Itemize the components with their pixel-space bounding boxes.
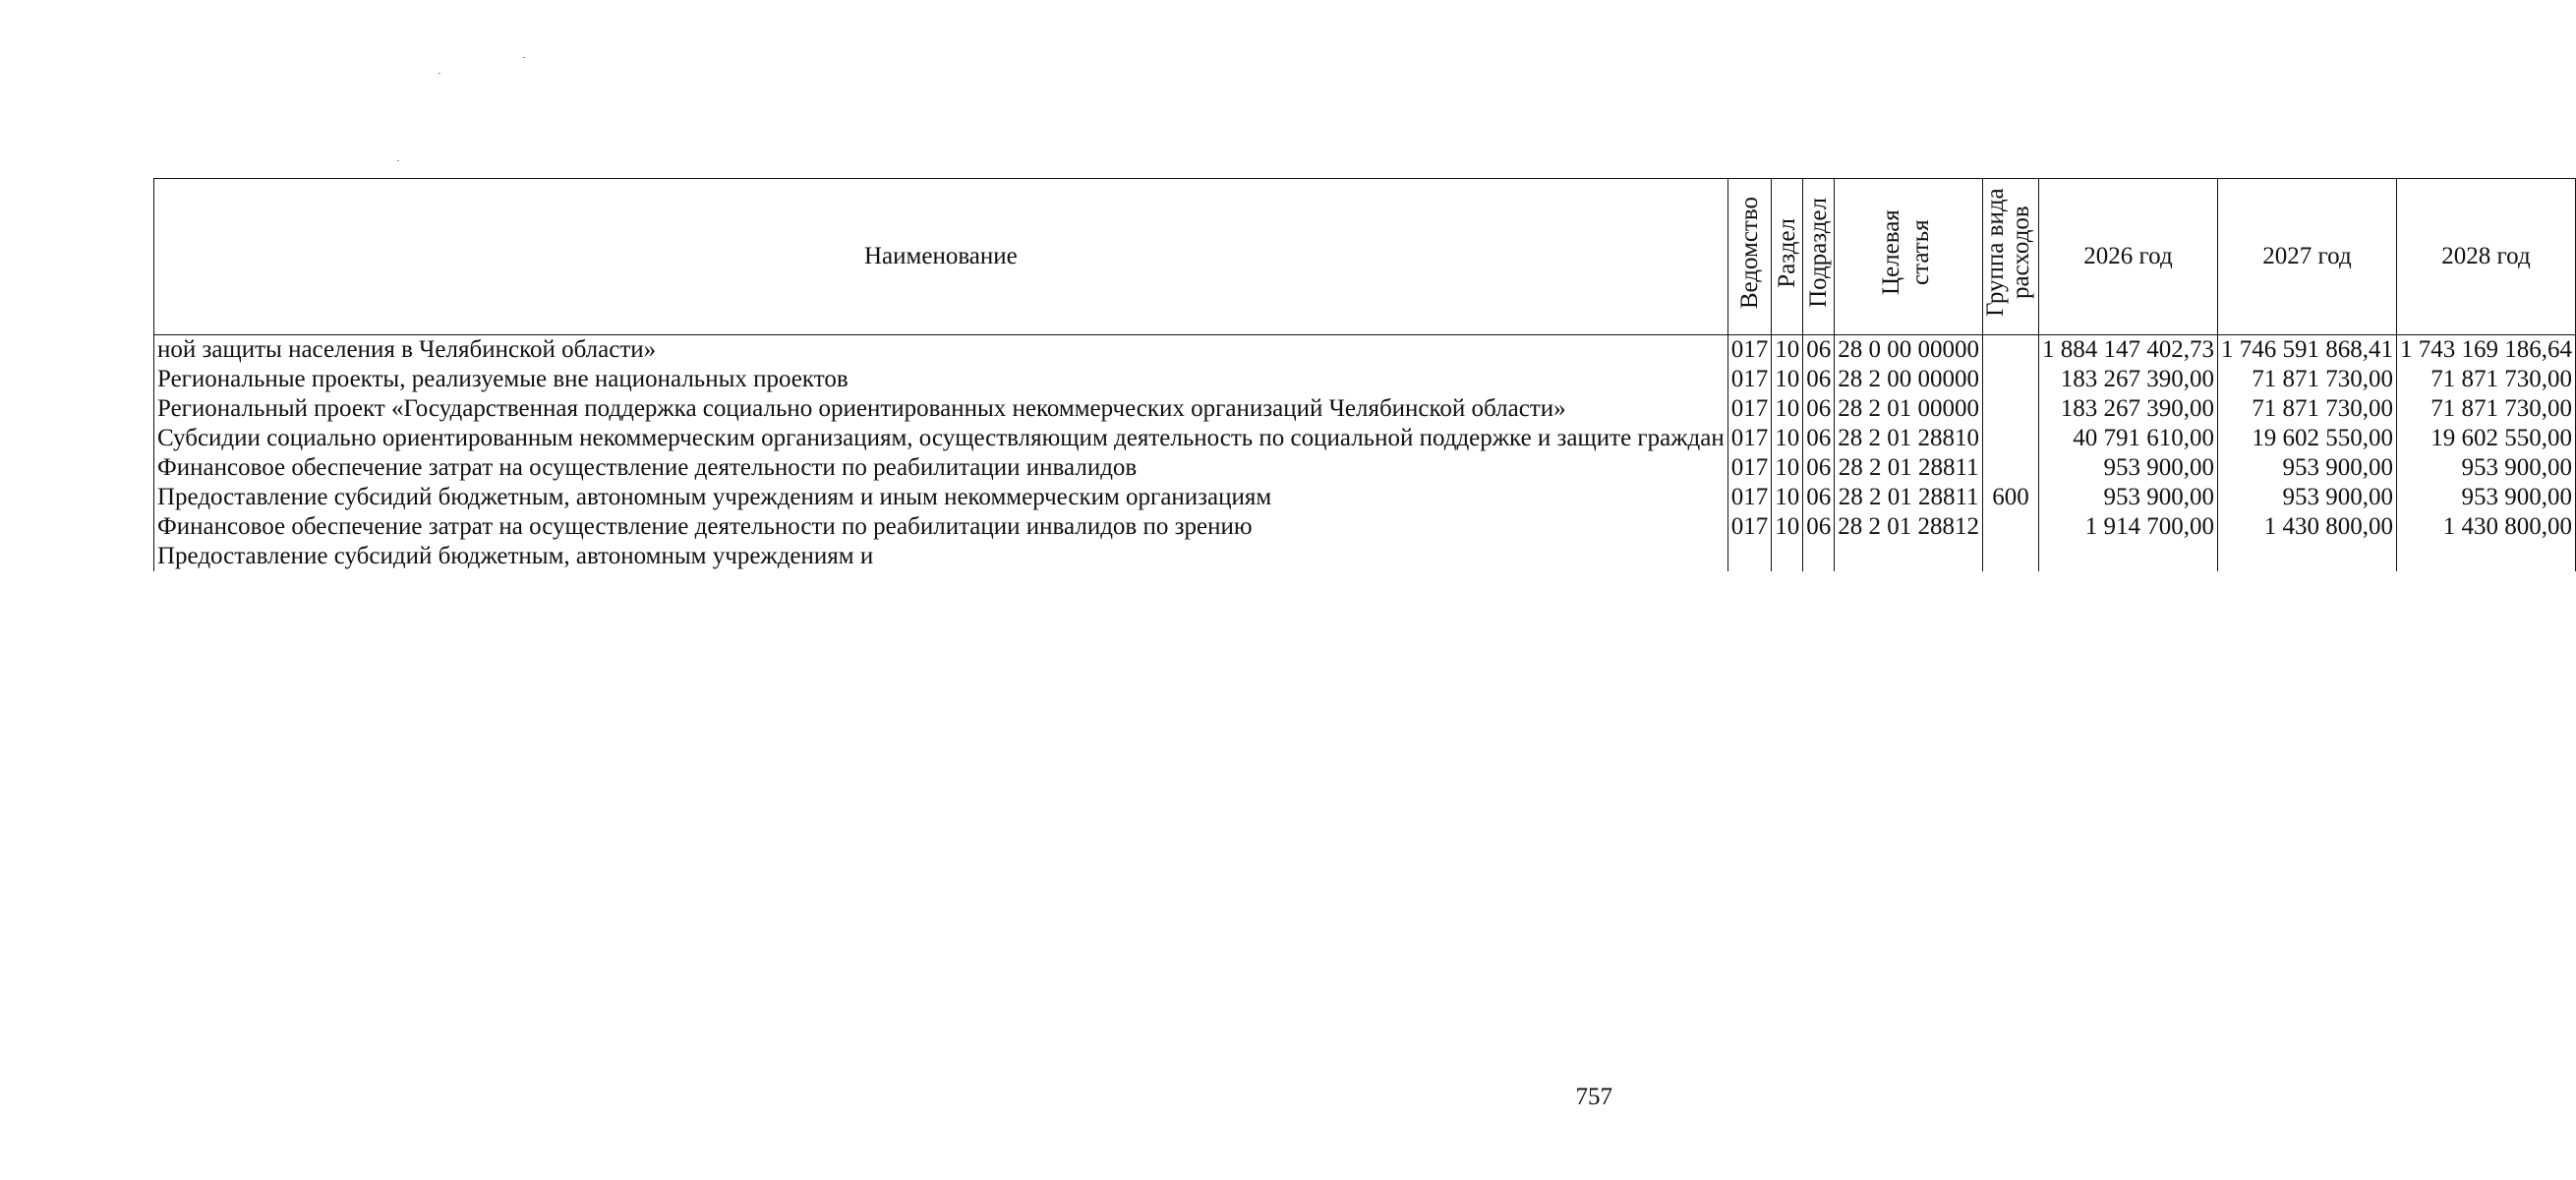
cell-name: Региональные проекты, реализуемые вне национальных проектов <box>154 365 1728 394</box>
header-expense-group: Группа вида расходов <box>1983 179 2039 335</box>
header-year-2027: 2027 год <box>2218 179 2397 335</box>
cell-expense-group: 600 <box>1983 483 2039 512</box>
cell-expense-group <box>1983 453 2039 483</box>
scan-speck <box>397 160 399 161</box>
cell-name: Предоставление субсидий бюджетным, автономным учреждениям и <box>154 542 1728 571</box>
cell-amount-2027: 19 602 550,00 <box>2218 424 2397 453</box>
cell-target-article: 28 2 01 00000 <box>1835 394 1983 424</box>
cell-amount-2026: 183 267 390,00 <box>2039 365 2218 394</box>
cell-amount-2028: 953 900,00 <box>2397 453 2576 483</box>
cell-section: 10 <box>1772 365 1803 394</box>
cell-amount-2027: 71 871 730,00 <box>2218 394 2397 424</box>
cell-amount-2028: 71 871 730,00 <box>2397 394 2576 424</box>
cell-department <box>1727 542 1772 571</box>
cell-expense-group <box>1983 365 2039 394</box>
cell-subsection: 06 <box>1803 365 1835 394</box>
cell-amount-2027: 953 900,00 <box>2218 453 2397 483</box>
table-body <box>154 335 2576 572</box>
cell-amount-2028: 1 430 800,00 <box>2397 512 2576 542</box>
cell-amount-2028: 953 900,00 <box>2397 483 2576 512</box>
cell-subsection: 06 <box>1803 394 1835 424</box>
cell-section: 10 <box>1772 512 1803 542</box>
cell-amount-2027: 1 430 800,00 <box>2218 512 2397 542</box>
cell-amount-2028: 19 602 550,00 <box>2397 424 2576 453</box>
cell-section: 10 <box>1772 335 1803 366</box>
cell-name: ной защиты населения в Челябинской области» <box>154 335 1728 366</box>
cell-name: Субсидии социально ориентированным некоммерческим организациям, осуществляющим деятельность по социальной поддержке и защите граждан <box>154 424 1728 453</box>
cell-amount-2028: 1 743 169 186,64 <box>2397 335 2576 366</box>
header-section: Раздел <box>1772 179 1803 335</box>
cell-amount-2027 <box>2218 542 2397 571</box>
header-subsection: Подраздел <box>1803 179 1835 335</box>
cell-department: 017 <box>1727 453 1772 483</box>
cell-amount-2026: 1 914 700,00 <box>2039 512 2218 542</box>
cell-name: Финансовое обеспечение затрат на осуществление деятельности по реабилитации инвалидов по зрению <box>154 512 1728 542</box>
cell-subsection: 06 <box>1803 453 1835 483</box>
cell-amount-2026: 40 791 610,00 <box>2039 424 2218 453</box>
cell-department: 017 <box>1727 483 1772 512</box>
cell-department: 017 <box>1727 424 1772 453</box>
budget-table-wrapper <box>153 178 2576 571</box>
cell-expense-group <box>1983 424 2039 453</box>
cell-section <box>1772 542 1803 571</box>
cell-subsection: 06 <box>1803 512 1835 542</box>
cell-department: 017 <box>1727 512 1772 542</box>
cell-section: 10 <box>1772 424 1803 453</box>
cell-amount-2026: 953 900,00 <box>2039 483 2218 512</box>
cell-subsection: 06 <box>1803 483 1835 512</box>
cell-department: 017 <box>1727 394 1772 424</box>
cell-target-article: 28 2 01 28810 <box>1835 424 1983 453</box>
scan-speck <box>523 57 525 58</box>
cell-target-article: 28 2 01 28811 <box>1835 483 1983 512</box>
table-row <box>154 542 2576 571</box>
cell-amount-2027: 71 871 730,00 <box>2218 365 2397 394</box>
budget-table <box>153 178 2576 571</box>
cell-amount-2027: 953 900,00 <box>2218 483 2397 512</box>
cell-amount-2026: 1 884 147 402,73 <box>2039 335 2218 366</box>
cell-amount-2026 <box>2039 542 2218 571</box>
cell-amount-2028: 71 871 730,00 <box>2397 365 2576 394</box>
table-row <box>154 512 2576 542</box>
cell-subsection: 06 <box>1803 424 1835 453</box>
cell-name: Региональный проект «Государственная поддержка социально ориентированных некоммерческих организаций Челябинской области» <box>154 394 1728 424</box>
cell-target-article: 28 0 00 00000 <box>1835 335 1983 366</box>
cell-expense-group <box>1983 335 2039 366</box>
table-row <box>154 365 2576 394</box>
cell-section: 10 <box>1772 453 1803 483</box>
cell-target-article <box>1835 542 1983 571</box>
cell-subsection: 06 <box>1803 335 1835 366</box>
header-target-article: Целевая статья <box>1835 179 1983 335</box>
table-row <box>154 483 2576 512</box>
scan-speck <box>439 73 440 74</box>
cell-amount-2028 <box>2397 542 2576 571</box>
cell-target-article: 28 2 01 28811 <box>1835 453 1983 483</box>
cell-amount-2026: 953 900,00 <box>2039 453 2218 483</box>
header-department: Ведомство <box>1727 179 1772 335</box>
page-number: 757 <box>1575 1084 1612 1110</box>
cell-expense-group <box>1983 512 2039 542</box>
cell-expense-group <box>1983 394 2039 424</box>
cell-subsection <box>1803 542 1835 571</box>
cell-amount-2026: 183 267 390,00 <box>2039 394 2218 424</box>
cell-department: 017 <box>1727 365 1772 394</box>
cell-target-article: 28 2 01 28812 <box>1835 512 1983 542</box>
table-row <box>154 335 2576 366</box>
cell-section: 10 <box>1772 394 1803 424</box>
header-name: Наименование <box>154 179 1728 335</box>
cell-target-article: 28 2 00 00000 <box>1835 365 1983 394</box>
table-header-row <box>154 179 2576 335</box>
cell-expense-group <box>1983 542 2039 571</box>
header-year-2026: 2026 год <box>2039 179 2218 335</box>
table-row <box>154 394 2576 424</box>
table-row <box>154 424 2576 453</box>
cell-name: Финансовое обеспечение затрат на осуществление деятельности по реабилитации инвалидов <box>154 453 1728 483</box>
table-row <box>154 453 2576 483</box>
cell-department: 017 <box>1727 335 1772 366</box>
cell-amount-2027: 1 746 591 868,41 <box>2218 335 2397 366</box>
cell-section: 10 <box>1772 483 1803 512</box>
cell-name: Предоставление субсидий бюджетным, автономным учреждениям и иным некоммерческим организациям <box>154 483 1728 512</box>
header-year-2028: 2028 год <box>2397 179 2576 335</box>
